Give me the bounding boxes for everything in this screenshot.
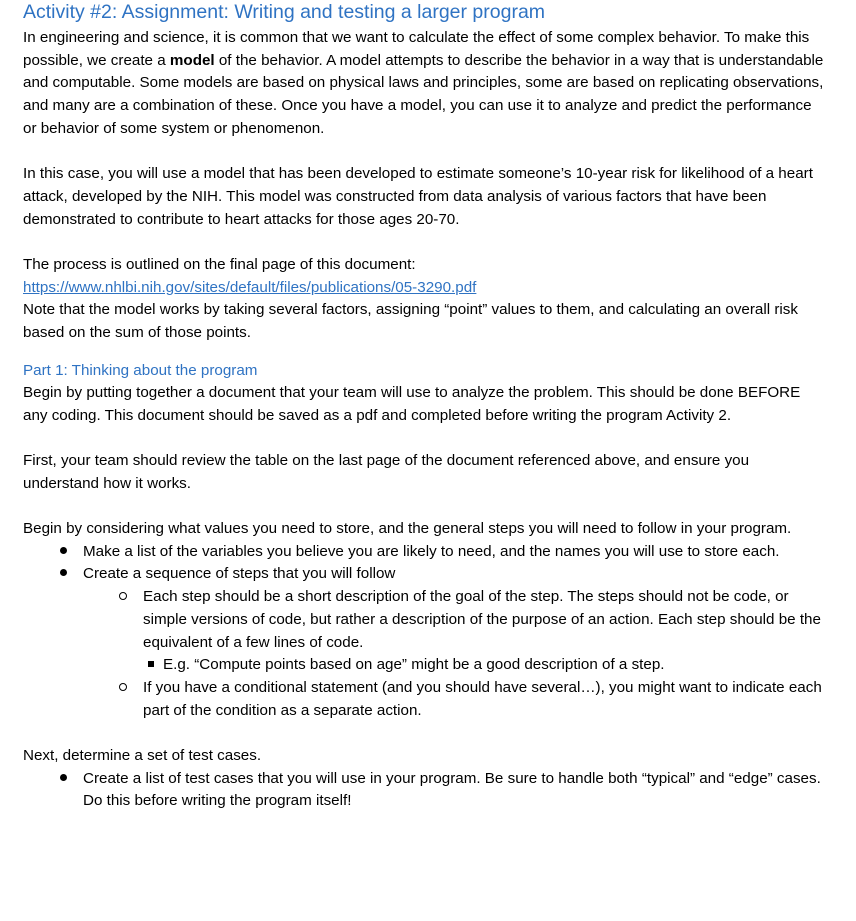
bullet-circle-icon	[117, 586, 129, 609]
bullet-dot-icon	[57, 541, 69, 564]
spacer	[23, 345, 826, 359]
model-bold-term: model	[169, 51, 215, 69]
list-item-text: If you have a conditional statement (and you should have several…), you might want to indicate each part of the condition as a separate action.	[143, 678, 822, 719]
steps-list	[23, 541, 826, 723]
nih-document-link[interactable]: https://www.nhlbi.nih.gov/sites/default/files/publications/05-3290.pdf	[23, 278, 477, 296]
part1-paragraph-2: First, your team should review the table on the last page of the document referenced above, and ensure you understand how it works.	[23, 451, 750, 492]
spacer	[23, 495, 826, 518]
nested-list	[143, 654, 826, 677]
intro-paragraph-2: In this case, you will use a model that has been developed to estimate someone’s 10-year risk for likelihood of a heart attack, developed by the NIH. This model was constructed from data analysis of various factors that have been demonstrated to contribute to heart attacks for those ages 20-70.	[23, 165, 813, 228]
intro-paragraph-1	[23, 27, 826, 141]
part1-paragraph-4: Next, determine a set of test cases.	[23, 747, 262, 765]
nested-list-container	[23, 586, 826, 722]
bullet-square-icon	[145, 654, 157, 677]
part1-paragraph-1: Begin by putting together a document that your team will use to analyze the problem. This should be done BEFORE any coding. This document should be saved as a pdf and completed before writing the program Activity 2.	[23, 383, 801, 424]
intro-text-1b: of the behavior. A model attempts to describe the behavior in a way that is understandable and computable. Some models are based on physical laws and principles, some are based on replicating observations, and many are a combination of these. Once you have a model, you can use it to analyze and predict the performance or behavior of some system or phenomenon.	[23, 51, 824, 137]
nested-list	[83, 586, 826, 722]
bullet-dot-icon	[57, 768, 69, 791]
list-item	[23, 563, 826, 586]
intro-text-1: In engineering and science, it is common that we want to calculate the effect of some complex behavior. To make this possible, we create a	[23, 29, 810, 69]
bullet-dot-icon	[57, 563, 69, 586]
nih-link-line	[23, 277, 826, 300]
list-item-text: Make a list of the variables you believe you are likely to need, and the names you will use to store each.	[83, 542, 780, 560]
list-item	[83, 677, 826, 722]
list-item-text: Create a sequence of steps that you will follow	[83, 565, 396, 583]
intro-paragraph-4: Note that the model works by taking several factors, assigning “point” values to them, and calculating an overall risk based on the sum of those points.	[23, 301, 798, 342]
list-item	[23, 768, 826, 813]
spacer	[23, 141, 826, 164]
intro-paragraph-3: The process is outlined on the final page of this document:	[23, 256, 416, 273]
list-item-text: E.g. “Compute points based on age” might be a good description of a step.	[163, 656, 665, 674]
nested-list-container	[83, 654, 826, 677]
part1-heading: Part 1: Thinking about the program	[23, 361, 258, 379]
part1-paragraph-3: Begin by considering what values you need to store, and the general steps you will need to follow in your program.	[23, 520, 792, 537]
list-item	[83, 586, 826, 654]
spacer	[23, 427, 826, 450]
page-title: Activity #2: Assignment: Writing and testing a larger program	[23, 1, 546, 23]
test-cases-list	[23, 768, 826, 813]
bullet-circle-icon	[117, 677, 129, 700]
spacer	[23, 722, 826, 745]
list-item-text: Create a list of test cases that you will use in your program. Be sure to handle both “typical” and “edge” cases. Do this before writing the program itself!	[83, 769, 821, 810]
list-item-text: Each step should be a short description of the goal of the step. The steps should not be code, or simple versions of code, but rather a description of the purpose of an action. Each step should be the equivalent of a few lines of code.	[143, 588, 821, 651]
list-item	[23, 541, 826, 564]
spacer	[23, 231, 826, 254]
list-item	[143, 654, 826, 677]
